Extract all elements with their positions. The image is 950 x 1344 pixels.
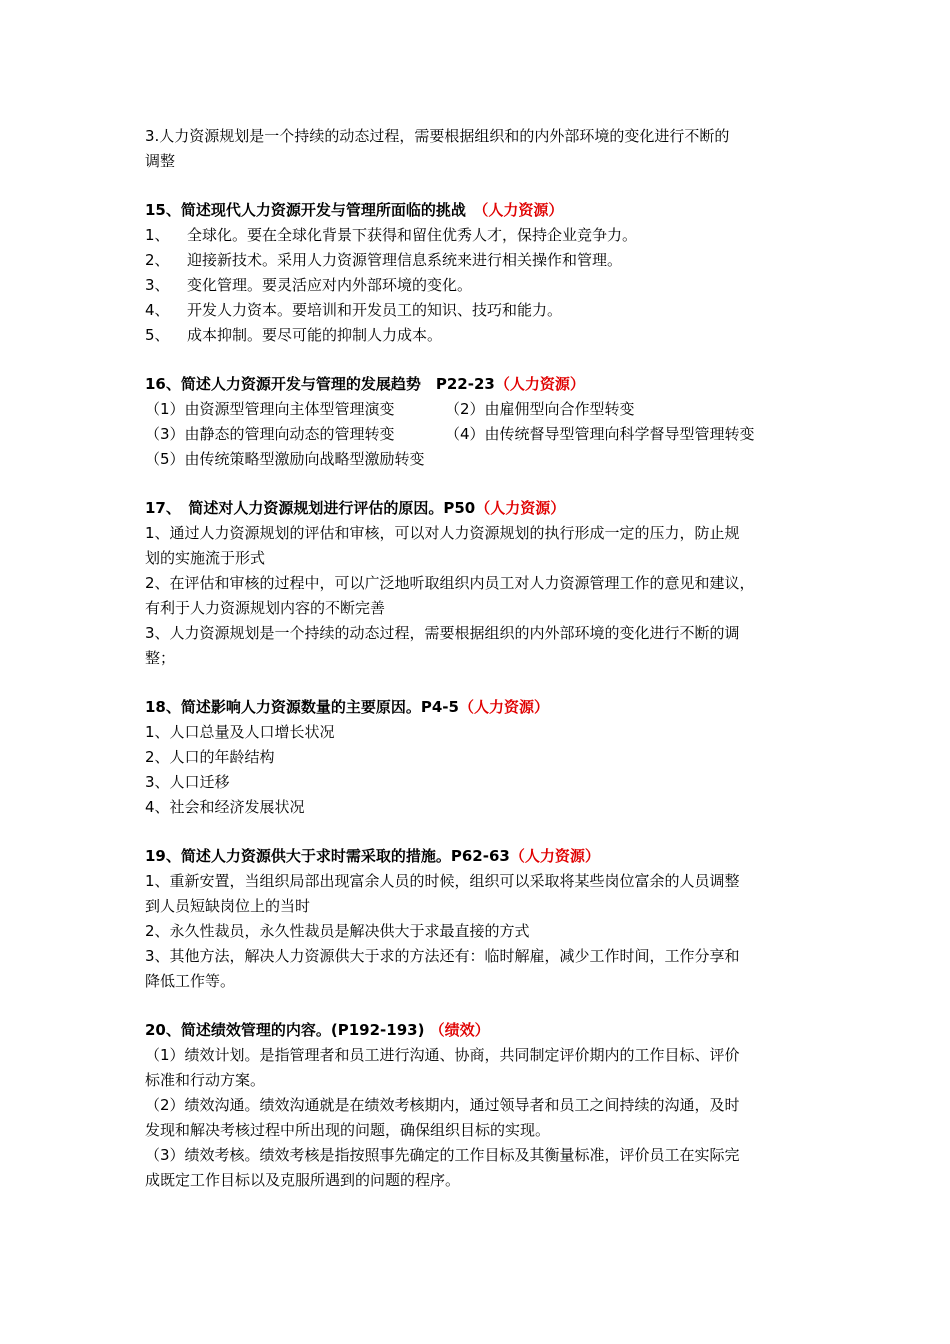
paragraph-line: 1、通过人力资源规划的评估和审核，可以对人力资源规划的执行形成一定的压力，防止规 <box>145 524 740 542</box>
paragraph-line: 成既定工作目标以及克服所遇到的问题的程序。 <box>145 1171 461 1189</box>
question-20-heading <box>145 1018 825 1043</box>
paragraph-line: 降低工作等。 <box>145 972 236 990</box>
paragraph-line: （1）绩效计划。是指管理者和员工进行沟通、协商，共同制定评价期内的工作目标、评价 <box>145 1046 740 1064</box>
question-19-title: 19、简述人力资源供大于求时需采取的措施。P62-63 <box>145 847 510 865</box>
list-item: （5）由传统策略型激励向战略型激励转变 <box>145 450 425 468</box>
intro-line-2: 调整 <box>145 152 176 170</box>
list-item: 4、 开发人力资本。要培训和开发员工的知识、技巧和能力。 <box>145 301 563 319</box>
question-18-title: 18、简述影响人力资源数量的主要原因。P4-5 <box>145 698 459 716</box>
paragraph-line: 划的实施流于形式 <box>145 549 266 567</box>
paragraph-line: 3、其他方法，解决人力资源供大于求的方法还有：临时解雇，减少工作时间，工作分享和 <box>145 947 740 965</box>
question-16-title: 16、简述人力资源开发与管理的发展趋势 P22-23 <box>145 375 495 393</box>
paragraph-line: 标准和行动方案。 <box>145 1071 266 1089</box>
intro-line-1: 3.人力资源规划是一个持续的动态过程，需要根据组织和的内外部环境的变化进行不断的 <box>145 127 730 145</box>
list-item: 4、社会和经济发展状况 <box>145 798 305 816</box>
question-15-title: 15、简述现代人力资源开发与管理所面临的挑战 <box>145 201 481 219</box>
question-17-tag: （人力资源） <box>475 499 566 517</box>
question-15-heading <box>145 198 825 223</box>
question-17-heading <box>145 496 825 521</box>
question-18-heading <box>145 695 825 720</box>
paragraph-line: 3、人力资源规划是一个持续的动态过程，需要根据组织的内外部环境的变化进行不断的调 <box>145 624 740 642</box>
question-18-tag: （人力资源） <box>458 698 549 716</box>
document-page <box>145 124 825 1193</box>
list-item: 2、 迎接新技术。采用人力资源管理信息系统来进行相关操作和管理。 <box>145 251 623 269</box>
paragraph-line: （2）绩效沟通。绩效沟通就是在绩效考核期内，通过领导者和员工之间持续的沟通，及时 <box>145 1096 740 1114</box>
paragraph-line: 发现和解决考核过程中所出现的问题，确保组织目标的实现。 <box>145 1121 551 1139</box>
paragraph-line: 到人员短缺岗位上的当时 <box>145 897 311 915</box>
list-item: （3）由静态的管理向动态的管理转变 （4）由传统督导型管理向科学督导型管理转变 <box>145 425 755 443</box>
list-item: （1）由资源型管理向主体型管理演变 （2）由雇佣型向合作型转变 <box>145 400 635 418</box>
list-item: 1、人口总量及人口增长状况 <box>145 723 335 741</box>
paragraph-line: 2、在评估和审核的过程中，可以广泛地听取组织内员工对人力资源管理工作的意见和建议， <box>145 574 755 592</box>
paragraph-line: 整； <box>145 649 176 667</box>
question-20-title: 20、简述绩效管理的内容。(P192-193) <box>145 1021 430 1039</box>
question-16-heading <box>145 372 825 397</box>
list-item: 2、人口的年龄结构 <box>145 748 275 766</box>
paragraph-line: 2、永久性裁员，永久性裁员是解决供大于求最直接的方式 <box>145 922 530 940</box>
question-15-tag: （人力资源） <box>480 201 564 219</box>
list-item: 3、人口迁移 <box>145 773 230 791</box>
list-item: 3、 变化管理。要灵活应对内外部环境的变化。 <box>145 276 473 294</box>
list-item: 5、 成本抑制。要尽可能的抑制人力成本。 <box>145 326 443 344</box>
question-20-tag: （绩效） <box>429 1021 490 1039</box>
paragraph-line: 有利于人力资源规划内容的不断完善 <box>145 599 386 617</box>
question-19-tag: （人力资源） <box>509 847 600 865</box>
paragraph-line: （3）绩效考核。绩效考核是指按照事先确定的工作目标及其衡量标准，评价员工在实际完 <box>145 1146 740 1164</box>
question-16-tag: （人力资源） <box>494 375 585 393</box>
list-item: 1、 全球化。要在全球化背景下获得和留住优秀人才，保持企业竞争力。 <box>145 226 638 244</box>
question-19-heading <box>145 844 825 869</box>
question-17-title: 17、 简述对人力资源规划进行评估的原因。P50 <box>145 499 476 517</box>
paragraph-line: 1、重新安置，当组织局部出现富余人员的时候，组织可以采取将某些岗位富余的人员调整 <box>145 872 740 890</box>
